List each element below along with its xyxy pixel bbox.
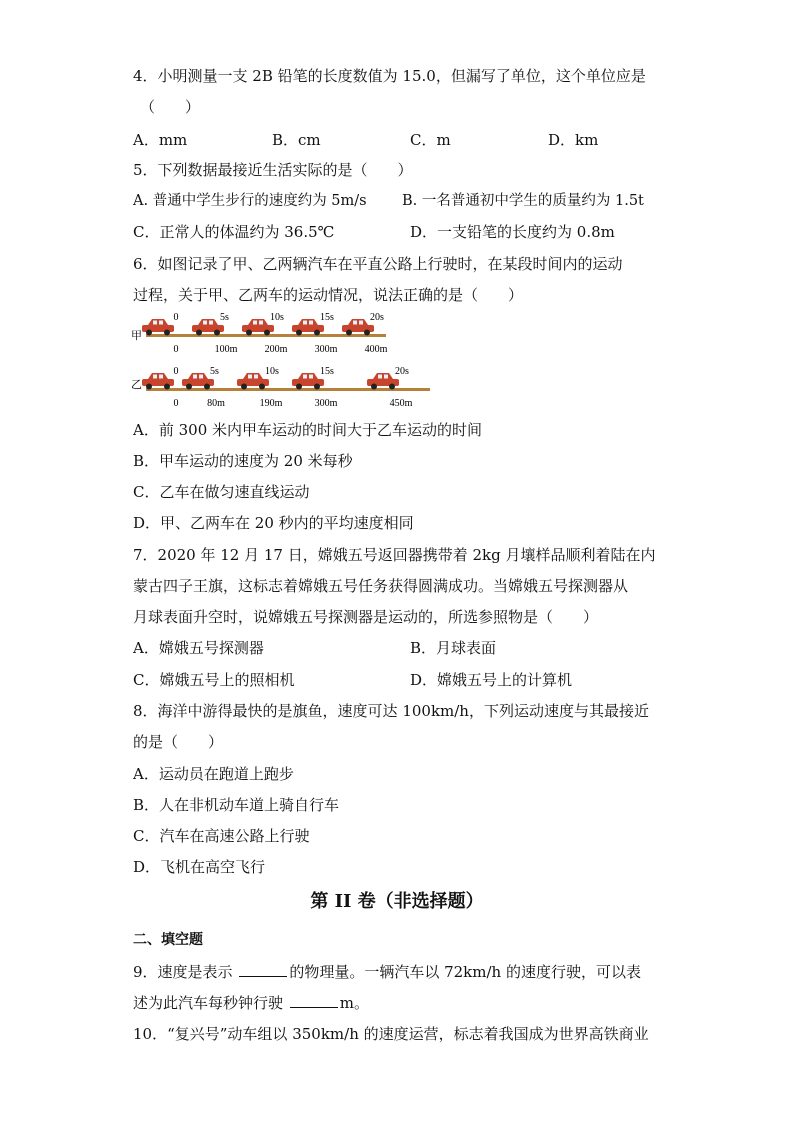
q6-option-b: B．甲车运动的速度为 20 米每秒	[133, 452, 353, 470]
car-b-distance-label-4: 450m	[389, 398, 413, 409]
q7-option-c: C．嫦娥五号上的照相机	[133, 671, 295, 689]
q9-part3: 述为此汽车每秒钟行驶	[133, 994, 284, 1012]
q7-stem-line3: 月球表面升空时，说嫦娥五号探测器是运动的，所选参照物是（ ）	[133, 608, 599, 626]
car-a-distance-label-4: 400m	[364, 344, 388, 355]
section-2-subtitle: 二、填空题	[133, 932, 203, 948]
car-b-distance-label-3: 300m	[314, 398, 338, 409]
car-b-time-label-3: 15s	[320, 366, 334, 377]
q4-option-c: C．m	[410, 131, 451, 149]
q4-option-b: B．cm	[272, 131, 321, 149]
q8-option-b: B．人在非机动车道上骑自行车	[133, 796, 340, 814]
q10-stem-line1: 10．“复兴号”动车组以 350km/h 的速度运营，标志着我国成为世界高铁商业	[133, 1025, 649, 1043]
car-b-distance-label-0: 0	[173, 398, 179, 409]
q9-blank-1[interactable]	[239, 962, 287, 977]
q7-stem-line1: 7．2020 年 12 月 17 日，嫦娥五号返回器携带着 2kg 月壤样品顺利着陆在内	[133, 546, 656, 564]
q4-stem-line2: （ ）	[140, 98, 201, 116]
car-b-time-label-4: 20s	[395, 366, 409, 377]
q5-stem: 5．下列数据最接近生活实际的是（ ）	[133, 161, 413, 179]
car-a-time-label-4: 20s	[370, 312, 384, 323]
q8-stem-line2: 的是（ ）	[133, 733, 224, 751]
car-motion-diagram	[128, 308, 438, 418]
q4-option-d: D．km	[548, 131, 599, 149]
car-b-distance-label-2: 190m	[259, 398, 283, 409]
car-b-time-label-0: 0	[173, 366, 179, 377]
q4-stem-line1: 4．小明测量一支 2B 铅笔的长度数值为 15.0，但漏写了单位，这个单位应是	[133, 67, 646, 85]
q7-option-b: B．月球表面	[410, 639, 497, 657]
q5-option-a: A. 普通中学生步行的速度约为 5m/s	[133, 193, 367, 209]
car-motion-figure	[128, 308, 438, 418]
q8-option-d: D．飞机在高空飞行	[133, 858, 266, 876]
car-a-label: 甲	[131, 330, 142, 342]
car-b-car-0	[142, 373, 174, 390]
q5-option-c: C．正常人的体温约为 36.5℃	[133, 223, 335, 241]
q9-part2: 的物理量。一辆汽车以 72km/h 的速度行驶，可以表	[289, 963, 641, 981]
car-a-distance-label-0: 0	[173, 344, 179, 355]
car-a-time-label-0: 0	[173, 312, 179, 323]
q8-option-c: C．汽车在高速公路上行驶	[133, 827, 310, 845]
q5-option-d: D．一支铅笔的长度约为 0.8m	[410, 223, 615, 241]
q6-stem-line1: 6．如图记录了甲、乙两辆汽车在平直公路上行驶时，在某段时间内的运动	[133, 255, 623, 273]
q6-option-d: D．甲、乙两车在 20 秒内的平均速度相同	[133, 514, 414, 532]
q9-line1	[133, 962, 641, 982]
car-a-distance-label-2: 200m	[264, 344, 288, 355]
car-a-row	[142, 312, 388, 355]
q6-option-a: A．前 300 米内甲车运动的时间大于乙车运动的时间	[133, 421, 483, 439]
q6-stem-line2: 过程，关于甲、乙两车的运动情况，说法正确的是（ ）	[133, 286, 524, 304]
q7-option-d: D．嫦娥五号上的计算机	[410, 671, 573, 689]
car-b-row	[142, 366, 430, 409]
car-b-label: 乙	[131, 379, 142, 391]
q9-line2	[133, 993, 369, 1013]
q5-option-b: B. 一名普通初中学生的质量约为 1.5t	[402, 193, 644, 209]
q9-part4: m。	[339, 994, 370, 1012]
q6-option-c: C．乙车在做匀速直线运动	[133, 483, 310, 501]
car-a-car-0	[142, 319, 174, 336]
q9-part1: 9．速度是表示	[133, 963, 233, 981]
q8-stem-line1: 8．海洋中游得最快的是旗鱼，速度可达 100km/h，下列运动速度与其最接近	[133, 702, 649, 720]
car-a-time-label-3: 15s	[320, 312, 334, 323]
car-b-time-label-2: 10s	[265, 366, 279, 377]
car-a-distance-label-1: 100m	[214, 344, 238, 355]
q9-blank-2[interactable]	[290, 993, 338, 1008]
q7-stem-line2: 蒙古四子王旗，这标志着嫦娥五号任务获得圆满成功。当嫦娥五号探测器从	[133, 577, 629, 595]
car-a-distance-label-3: 300m	[314, 344, 338, 355]
car-a-time-label-1: 5s	[220, 312, 229, 323]
q7-option-a: A．嫦娥五号探测器	[133, 639, 264, 657]
q4-option-a: A．mm	[133, 131, 188, 149]
q8-option-a: A．运动员在跑道上跑步	[133, 765, 294, 783]
section-2-title: 第 II 卷（非选择题）	[310, 891, 484, 912]
car-b-distance-label-1: 80m	[207, 398, 225, 409]
car-a-time-label-2: 10s	[270, 312, 284, 323]
car-b-time-label-1: 5s	[210, 366, 219, 377]
